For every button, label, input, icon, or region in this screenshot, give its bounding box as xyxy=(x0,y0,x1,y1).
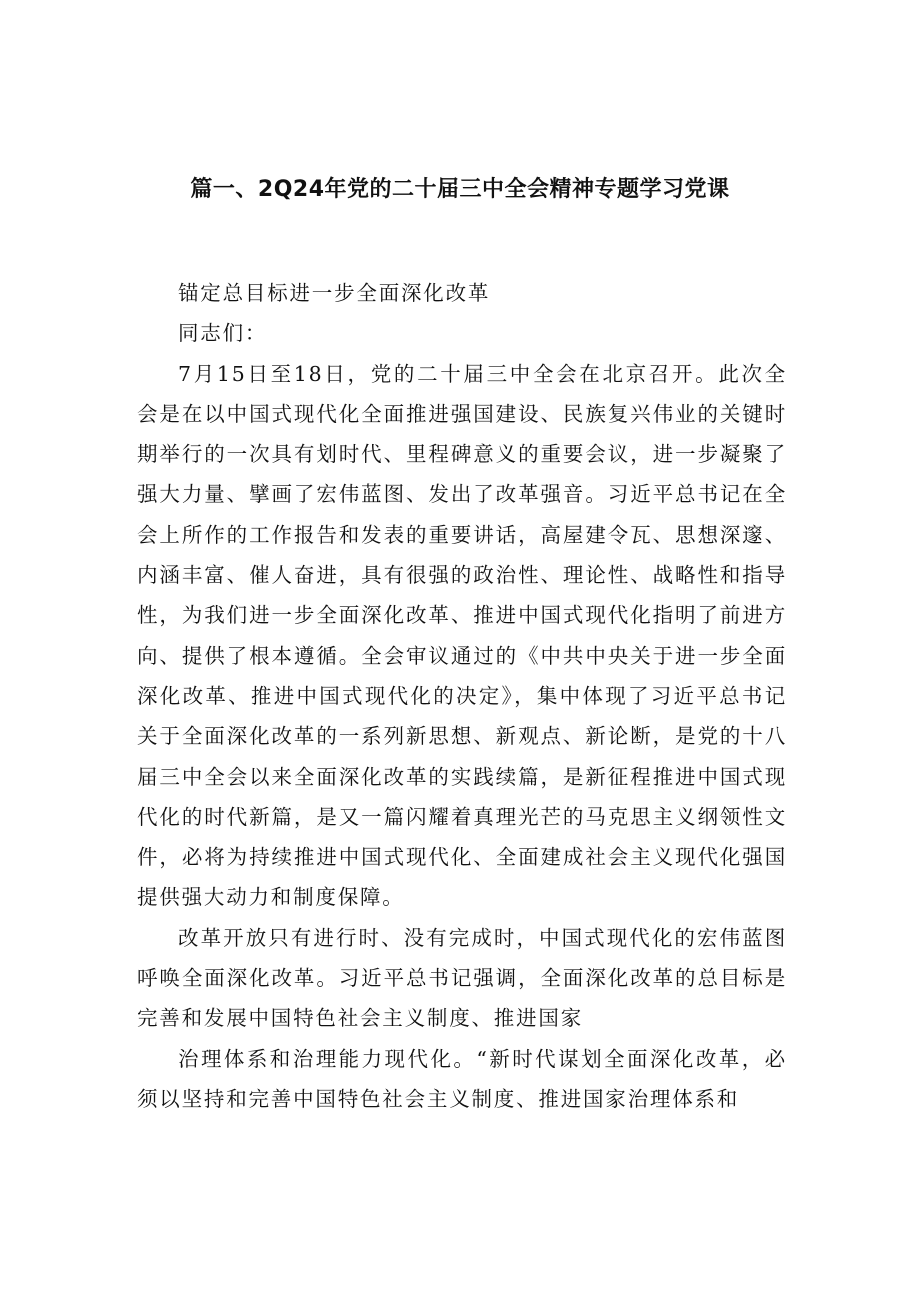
paragraph-2: 改革开放只有进行时、没有完成时，中国式现代化的宏伟蓝图呼唤全面深化改革。习近平总书记强调，全面深化改革的总目标是完善和发展中国特色社会主义制度、推进国家 xyxy=(137,925,787,1031)
document-subtitle: 锚定总目标进一步全面深化改革 xyxy=(178,281,491,305)
paragraph-1: 7月15日至18日，党的二十届三中全会在北京召开。此次全会是在以中国式现代化全面推进强国建设、民族复兴伟业的关键时期举行的一次具有划时代、里程碑意义的重要会议，进一步凝聚了强大力量、擘画了宏伟蓝图、发出了改革强音。习近平总书记在全会上所作的工作报告和发表的重要讲话，高屋建令瓦、思想深邃、内涵丰富、催人奋进，具有很强的政治性、理论性、战略性和指导性，为我们进一步全面深化改革、推进中国式现代化指明了前进方向、提供了根本遵循。全会审议通过的《中共中央关于进一步全面深化改革、推进中国式现代化的决定》，集中体现了习近平总书记关于全面深化改革的一系列新思想、新观点、新论断，是党的十八届三中全会以来全面深化改革的实践续篇，是新征程推进中国式现代化的时代新篇，是又一篇闪耀着真理光芒的马克思主义纲领性文件，必将为持续推进中国式现代化、全面建成社会主义现代化强国提供强大动力和制度保障。 xyxy=(137,361,787,910)
document-body xyxy=(137,273,787,1119)
salutation: 同志们： xyxy=(178,321,268,346)
paragraph-3: 治理体系和治理能力现代化。“新时代谋划全面深化改革，必须以坚持和完善中国特色社会主义制度、推进国家治理体系和 xyxy=(137,1046,787,1111)
document-title: 篇一、2Q24年党的二十届三中全会精神专题学习党课 xyxy=(190,177,730,202)
